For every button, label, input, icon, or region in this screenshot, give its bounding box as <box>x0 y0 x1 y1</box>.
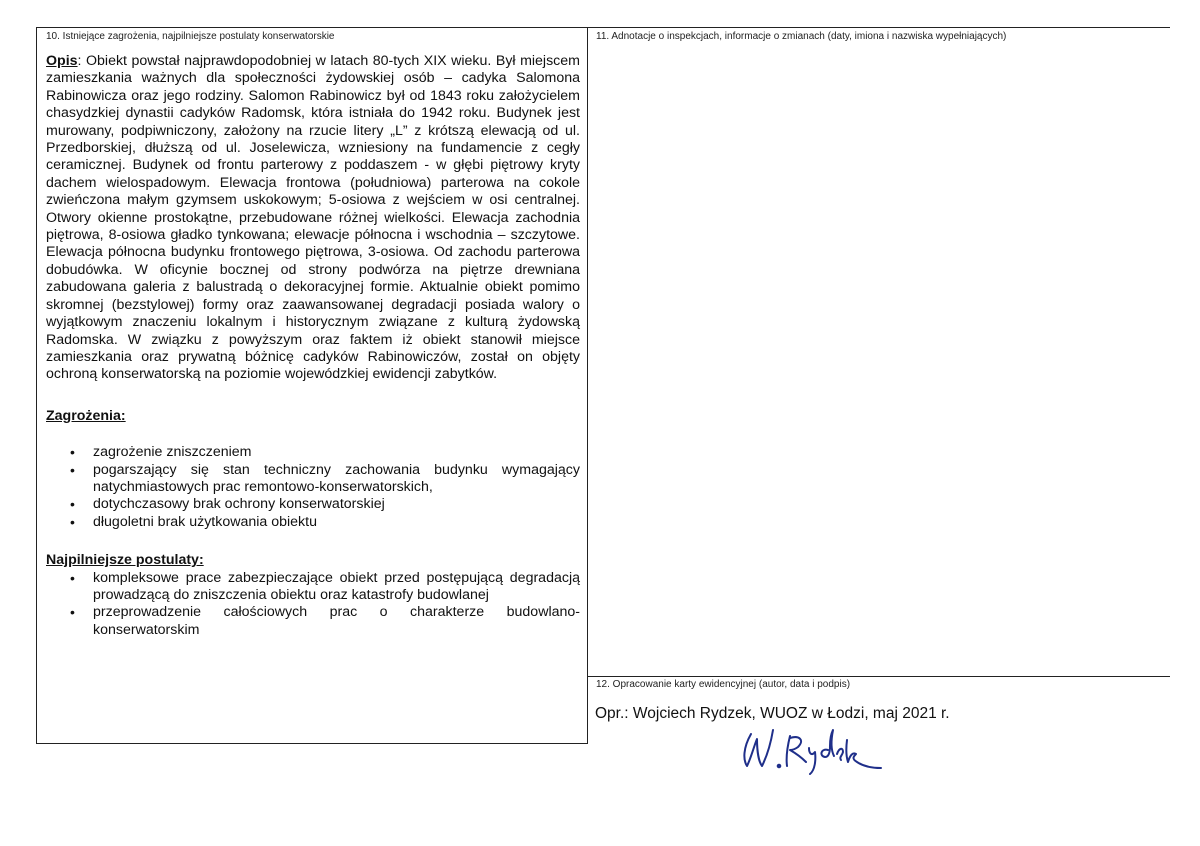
top-border <box>36 27 1170 28</box>
description-text: : Obiekt powstał najprawdopodobniej w latach 80-tych XIX wieku. Był miejscem zamieszkania ważnych dla społeczności żydowskiej osób – cadyka Salomona Rabinowicza oraz jego rodziny. Salomon Rabinowicz był od 1843 roku założycielem chasydzkiej dynastii cadyków Radomsk, która istniała do 1942 roku. Budynek jest murowany, podpiwniczony, założony na rzucie litery „L” z krótszą elewacją od ul. Przedborskiej, dłuższą od ul. Joselewicza, wzniesiony na fundamencie z cegły ceramicznej. Budynek od frontu parterowy z poddaszem - w głębi piętrowy kryty dachem wielospadowym. Elewacja frontowa (południowa) parterowa na cokole zwieńczona małym gzymsem uskokowym; 5-osiowa z wejściem w osi centralnej. Otwory okienne prostokątne, przebudowane różnej wielkości. Elewacja zachodnia piętrowa, 8-osiowa gładko tynkowana; elewacje północna i wschodnia – szczytowe. Elewacja północna budynku frontowego piętrowa, 3-osiowa. Od zachodu parterowa dobudówka. W oficynie bocznej od strony podwórza na piętrze drewniana zabudowana galeria z balustradą o dekoracyjnej formie. Aktualnie obiekt pomimo skromnej (bezstylowej) formy oraz zaawansowanej degradacji posiada walory o wyjątkowym znaczeniu lokalnym i historycznym związane z kulturą żydowską Radomska. W związku z powyższym oraz faktem iż obiekt stanowił miejsce zamieszkania oraz prywatną bóżnicę cadyków Rabinowiczów, został on objęty ochroną konserwatorską na poziomie wojewódzkiej ewidencji zabytków. <box>46 53 580 383</box>
section-10-header: 10. Istniejące zagrożenia, najpilniejsze postulaty konserwatorskie <box>46 31 335 42</box>
list-item: • dotychczasowy brak ochrony konserwatorskiej <box>46 496 580 513</box>
list-item: • pogarszający się stan techniczny zachowania budynku wymagający natychmiastowych prac remontowo-konserwatorskich, <box>46 462 580 497</box>
section-11-header: 11. Adnotacje o inspekcjach, informacje o zmianach (daty, imiona i nazwiska wypełniających) <box>596 31 1007 42</box>
handwritten-signature <box>735 722 885 777</box>
list-item: • długoletni brak użytkowania obiektu <box>46 514 580 531</box>
postulates-list <box>46 570 580 640</box>
author-line: Opr.: Wojciech Rydzek, WUOZ w Łodzi, maj 2021 r. <box>595 705 950 722</box>
section-10-content <box>46 53 580 639</box>
description-label: Opis <box>46 53 78 69</box>
list-item: • przeprowadzenie całościowych prac o charakterze budowlano-konserwatorskim <box>46 604 580 639</box>
section-12-header: 12. Opracowanie karty ewidencyjnej (autor, data i podpis) <box>596 679 851 690</box>
left-border <box>36 27 37 744</box>
postulates-title: Najpilniejsze postulaty: <box>46 552 204 569</box>
threats-title: Zagrożenia: <box>46 407 126 424</box>
description-paragraph <box>46 53 580 384</box>
threats-list <box>46 444 580 531</box>
section-11-12-divider <box>587 676 1170 677</box>
left-bottom-border <box>36 743 588 744</box>
list-item: • zagrożenie zniszczeniem <box>46 444 580 461</box>
list-item: • kompleksowe prace zabezpieczające obiekt przed postępującą degradacją prowadzącą do zniszczenia obiektu oraz katastrofy budowlanej <box>46 570 580 605</box>
column-divider <box>587 27 588 744</box>
